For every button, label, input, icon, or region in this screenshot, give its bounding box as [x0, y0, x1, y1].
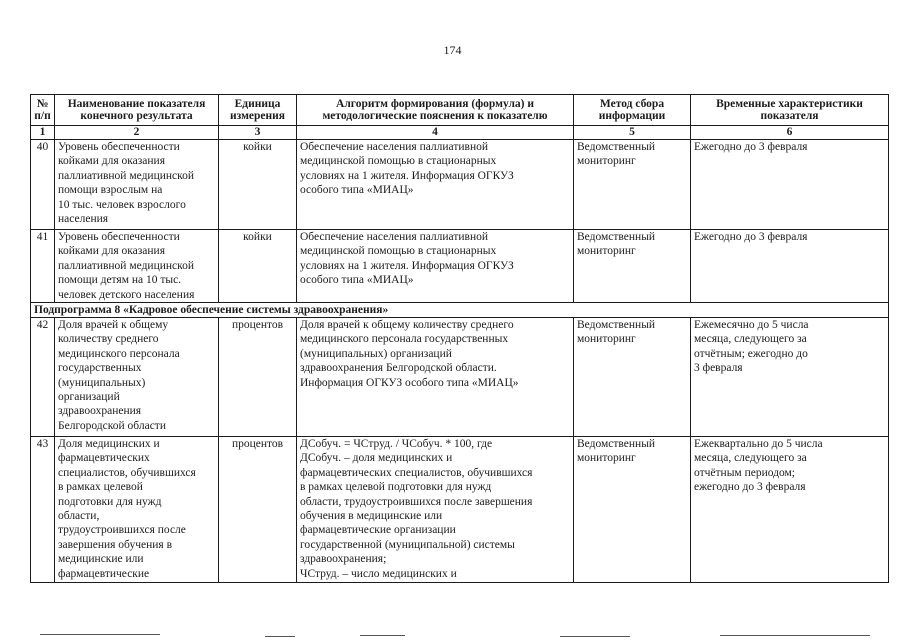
text-line: Ведомственный	[577, 438, 656, 451]
text-line: ежегодно до 3 февраля	[694, 481, 806, 494]
text-line: здравоохранения	[58, 405, 142, 418]
text-line: специалистов, обучившихся	[58, 466, 196, 479]
text-line: помощи взрослым на	[58, 184, 163, 197]
column-number: 5	[574, 126, 691, 140]
text-line: помощи детям на 10 тыс.	[58, 274, 182, 287]
text-line: месяца, следующего за	[694, 333, 807, 346]
text-line: медицинской помощью в стационарных	[300, 245, 497, 258]
text-line: медицинского персонала государственных	[300, 333, 509, 346]
text-line: здравоохранения;	[300, 553, 387, 566]
text-line: Белгородской области	[58, 419, 166, 432]
text-line: 10 тыс. человек взрослого	[58, 198, 186, 211]
algorithm-cell	[297, 318, 574, 437]
text-line: медицинского персонала	[58, 347, 180, 360]
row-number-cell: 43	[31, 437, 55, 583]
text-line: Информация ОГКУЗ особого типа «МИАЦ»	[300, 376, 519, 389]
unit-cell: койки	[219, 230, 297, 303]
algorithm-cell	[297, 140, 574, 230]
text-line: подготовки для нужд	[58, 495, 162, 508]
text-line: койками для оказания	[58, 245, 165, 258]
column-number: 6	[691, 126, 889, 140]
header-method: Метод сбора информации	[574, 95, 691, 126]
text-line: ДСобуч. – доля медицинских и	[300, 452, 453, 465]
text-line: Уровень обеспеченности	[58, 141, 180, 153]
text-line: паллиативной медицинской	[58, 259, 195, 272]
text-line: Ежемесячно до 5 числа	[694, 319, 809, 332]
text-line: области,	[58, 510, 100, 523]
table-row	[31, 140, 889, 230]
row-number-cell: 40	[31, 140, 55, 230]
text-line: Обеспечение населения паллиативной	[300, 141, 489, 153]
text-line: Ведомственный	[577, 141, 656, 153]
text-line: завершения обучения в	[58, 538, 173, 551]
table-row	[31, 230, 889, 303]
text-line: фармацевтические	[58, 567, 150, 580]
text-line: медицинской помощью в стационарных	[300, 155, 497, 168]
text-line: (муниципальных) организаций	[300, 347, 452, 360]
header-unit: Единица измерения	[219, 95, 297, 126]
text-line: отчётным; ежегодно до	[694, 347, 808, 360]
indicators-table	[30, 94, 889, 583]
scan-artifacts	[0, 626, 905, 640]
text-line: ДСобуч. = ЧСтруд. / ЧСобуч. * 100, где	[300, 438, 493, 451]
text-line: государственных	[58, 362, 142, 375]
row-number-cell: 42	[31, 318, 55, 437]
unit-cell: процентов	[219, 318, 297, 437]
subprogram-row	[31, 303, 889, 318]
text-line: особого типа «МИАЦ»	[300, 274, 414, 287]
text-line: отчётным периодом;	[694, 466, 796, 479]
method-cell	[574, 437, 691, 583]
text-line: трудоустроившихся после	[58, 524, 186, 537]
text-line: Ежегодно до 3 февраля	[694, 141, 808, 153]
column-number: 1	[31, 126, 55, 140]
page-number: 174	[443, 43, 462, 57]
text-line: здравоохранения Белгородской области.	[300, 362, 497, 375]
text-line: койками для оказания	[58, 155, 165, 168]
text-line: населения	[58, 213, 109, 226]
text-line: фармацевтических	[58, 452, 150, 465]
algorithm-cell	[297, 230, 574, 303]
table-header-row	[31, 95, 889, 126]
text-line: фармацевтические организации	[300, 524, 456, 537]
timing-cell	[691, 230, 889, 303]
text-line: Доля врачей к общему количеству среднего	[300, 319, 514, 332]
text-line: человек детского населения	[58, 288, 195, 301]
text-line: организаций	[58, 391, 120, 404]
text-line: паллиативной медицинской	[58, 169, 195, 182]
method-cell	[574, 140, 691, 230]
text-line: фармацевтических специалистов, обучившихся	[300, 466, 533, 479]
text-line: ЧСтруд. – число медицинских и	[300, 567, 457, 580]
subprogram-heading: Подпрограмма 8 «Кадровое обеспечение системы здравоохранения»	[31, 303, 889, 318]
column-number-row	[31, 126, 889, 140]
text-line: 3 февраля	[694, 362, 743, 375]
text-line: Ежеквартально до 5 числа	[694, 438, 823, 451]
column-number: 3	[219, 126, 297, 140]
header-algorithm: Алгоритм формирования (формула) и методологические пояснения к показателю	[297, 95, 574, 126]
method-cell	[574, 230, 691, 303]
text-line: медицинские или	[58, 553, 144, 566]
indicator-name-cell	[55, 230, 219, 303]
column-number: 4	[297, 126, 574, 140]
timing-cell	[691, 318, 889, 437]
unit-cell: койки	[219, 140, 297, 230]
text-line: Доля врачей к общему	[58, 319, 169, 332]
text-line: государственной (муниципальной) системы	[300, 538, 515, 551]
text-line: в рамках целевой подготовки для нужд	[300, 481, 492, 494]
text-line: особого типа «МИАЦ»	[300, 184, 414, 197]
text-line: области, трудоустроившихся после завершения	[300, 495, 533, 508]
text-line: условиях на 1 жителя. Информация ОГКУЗ	[300, 259, 514, 272]
method-cell	[574, 318, 691, 437]
timing-cell	[691, 437, 889, 583]
text-line: Обеспечение населения паллиативной	[300, 231, 489, 243]
text-line: Ведомственный	[577, 231, 656, 243]
text-line: Ведомственный	[577, 319, 656, 332]
text-line: мониторинг	[577, 333, 636, 346]
table-row	[31, 437, 889, 583]
text-line: мониторинг	[577, 155, 636, 168]
indicator-name-cell	[55, 140, 219, 230]
table-row	[31, 318, 889, 437]
indicator-name-cell	[55, 318, 219, 437]
algorithm-cell	[297, 437, 574, 583]
text-line: мониторинг	[577, 245, 636, 258]
header-indicator-name: Наименование показателя конечного результата	[55, 95, 219, 126]
unit-cell: процентов	[219, 437, 297, 583]
text-line: мониторинг	[577, 452, 636, 465]
indicator-name-cell	[55, 437, 219, 583]
header-timing: Временные характеристики показателя	[691, 95, 889, 126]
text-line: количеству среднего	[58, 333, 159, 346]
header-number: № п/п	[31, 95, 55, 126]
text-line: месяца, следующего за	[694, 452, 807, 465]
column-number: 2	[55, 126, 219, 140]
timing-cell	[691, 140, 889, 230]
text-line: (муниципальных)	[58, 376, 146, 389]
text-line: условиях на 1 жителя. Информация ОГКУЗ	[300, 169, 514, 182]
text-line: Уровень обеспеченности	[58, 231, 180, 243]
text-line: Ежегодно до 3 февраля	[694, 231, 808, 243]
text-line: обучения в медицинские или	[300, 510, 443, 523]
text-line: в рамках целевой	[58, 481, 143, 494]
row-number-cell: 41	[31, 230, 55, 303]
text-line: Доля медицинских и	[58, 438, 160, 451]
